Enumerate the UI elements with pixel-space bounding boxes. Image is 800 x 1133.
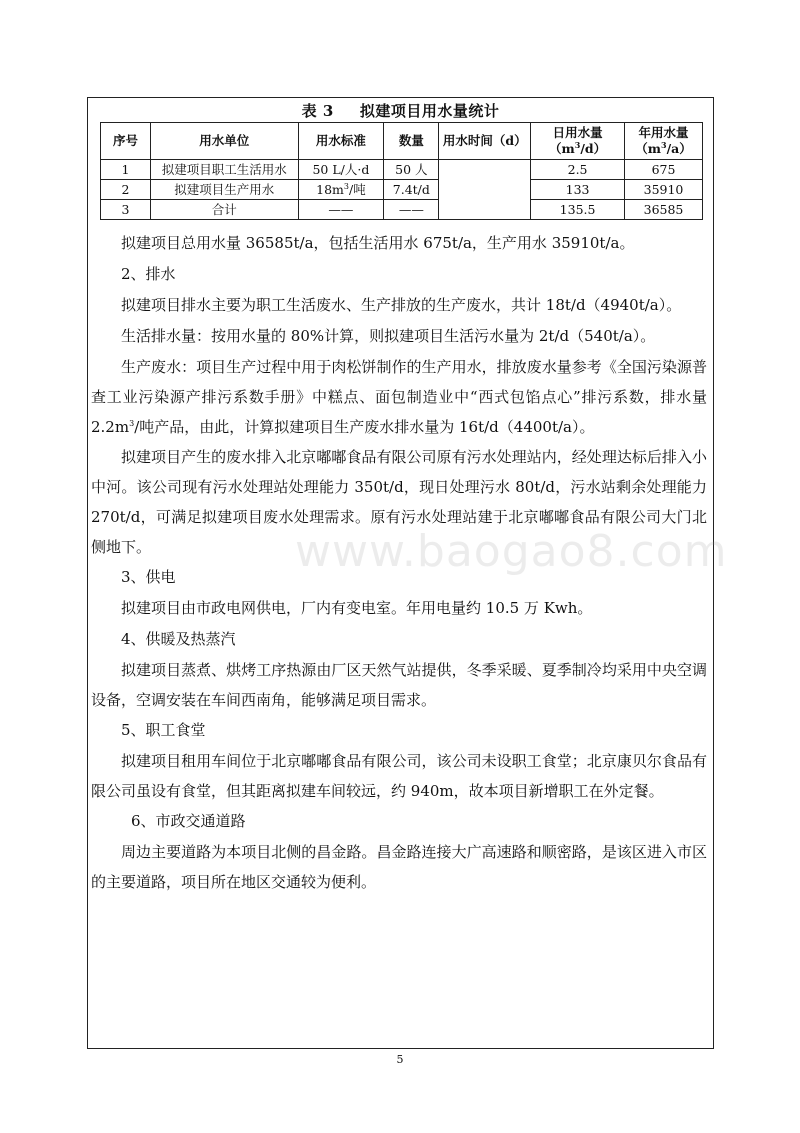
cell-annual: 675 (625, 160, 703, 180)
cell-quantity: 7.4t/d (384, 180, 439, 200)
standard-post: /吨 (349, 181, 366, 197)
header-annual-main: 年用水量 (638, 125, 689, 140)
table-number: 表 3 (301, 102, 334, 120)
cell-annual: 35910 (625, 180, 703, 200)
header-annual-sub: （m (635, 141, 661, 156)
sup-3: 3 (661, 139, 667, 150)
heading-traffic: 6、市政交通道路 (131, 812, 246, 830)
standard-pre: 18m (316, 181, 344, 197)
cell-unit: 合计 (150, 200, 298, 220)
cell-seq: 1 (101, 160, 151, 180)
header-unit: 用水单位 (150, 123, 298, 160)
paragraph-wastewater-treatment: 拟建项目产生的废水排入北京嘟嘟食品有限公司原有污水处理站内，经处理达标后排入小中河。该公司现有污水处理站处理能力 350t/d，现日处理污水 80t/d，污水站剩余处理能力 270t/d，可满足拟建项目废水处理需求。原有污水处理站建于北京嘟嘟食品有限公司大门北侧地下。 (91, 448, 707, 556)
cell-standard: —— (298, 200, 384, 220)
paragraph-total-water: 拟建项目总用水量 36585t/a，包括生活用水 675t/a，生产用水 35910t/a。 (121, 234, 635, 252)
cell-seq: 3 (101, 200, 151, 220)
header-standard: 用水标准 (298, 123, 384, 160)
water-usage-table (100, 122, 703, 220)
cell-time-merged (439, 160, 531, 220)
header-daily-sub-end: /d） (580, 141, 607, 156)
header-quantity: 数量 (384, 123, 439, 160)
sup-3: 3 (129, 419, 135, 428)
paragraph-drainage: 拟建项目排水主要为职工生活废水、生产排放的生产废水，共计 18t/d（4940t/a）。 (121, 296, 682, 314)
header-daily (531, 123, 625, 160)
header-seq: 序号 (101, 123, 151, 160)
paragraph-production-wastewater (88, 352, 707, 442)
header-daily-main: 日用水量 (552, 125, 603, 140)
table-header-row (101, 123, 703, 160)
cell-unit: 拟建项目生产用水 (150, 180, 298, 200)
table-row (101, 200, 703, 220)
table-row (101, 180, 703, 200)
cell-standard (298, 180, 384, 200)
production-wastewater-text-a: 生产废水：项目生产过程中用于肉松饼制作的生产用水，排放废水量参考《全国污染源普查工业污染源产排污系数手册》中糕点、面包制造业中“西式包馅点心”排污系数，排水量 2.2m (91, 358, 707, 436)
cell-standard: 50 L/人·d (298, 160, 384, 180)
cell-annual: 36585 (625, 200, 703, 220)
cell-daily: 2.5 (531, 160, 625, 180)
cell-daily: 135.5 (531, 200, 625, 220)
heading-canteen: 5、职工食堂 (121, 721, 206, 739)
cell-unit: 拟建项目职工生活用水 (150, 160, 298, 180)
paragraph-heating: 拟建项目蒸煮、烘烤工序热源由厂区天然气站提供，冬季采暖、夏季制冷均采用中央空调设备，空调安装在车间西南角，能够满足项目需求。 (91, 661, 707, 709)
sup-3: 3 (343, 181, 349, 191)
header-time: 用水时间（d） (439, 123, 531, 160)
watermark: www.baogao8.com (295, 526, 728, 577)
table-row (101, 160, 703, 180)
header-annual-sub-end: /a） (666, 141, 692, 156)
cell-seq: 2 (101, 180, 151, 200)
header-daily-sub: （m (549, 141, 575, 156)
paragraph-domestic-drainage: 生活排水量：按用水量的 80%计算，则拟建项目生活污水量为 2t/d（540t/a）。 (121, 327, 656, 345)
sup-3: 3 (574, 139, 581, 150)
table-title (88, 100, 713, 121)
table-title-text: 拟建项目用水量统计 (359, 102, 500, 120)
heading-power: 3、供电 (121, 568, 176, 586)
cell-quantity: —— (384, 200, 439, 220)
heading-drainage: 2、排水 (121, 265, 176, 283)
production-wastewater-text-b: /吨产品，由此，计算拟建项目生产废水排水量为 16t/d（4400t/a）。 (134, 418, 595, 436)
heading-heating: 4、供暖及热蒸汽 (121, 630, 236, 648)
paragraph-power: 拟建项目由市政电网供电，厂内有变电室。年用电量约 10.5 万 Kwh。 (121, 599, 593, 617)
cell-daily: 133 (531, 180, 625, 200)
paragraph-canteen: 拟建项目租用车间位于北京嘟嘟食品有限公司，该公司未设职工食堂；北京康贝尔食品有限公司虽设有食堂，但其距离拟建车间较远，约 940m，故本项目新增职工在外定餐。 (91, 752, 707, 800)
header-annual (625, 123, 703, 160)
cell-quantity: 50 人 (384, 160, 439, 180)
page-number: 5 (396, 1053, 404, 1066)
paragraph-traffic: 周边主要道路为本项目北侧的昌金路。昌金路连接大广高速路和顺密路，是该区进入市区的主要道路，项目所在地区交通较为便利。 (91, 843, 707, 891)
